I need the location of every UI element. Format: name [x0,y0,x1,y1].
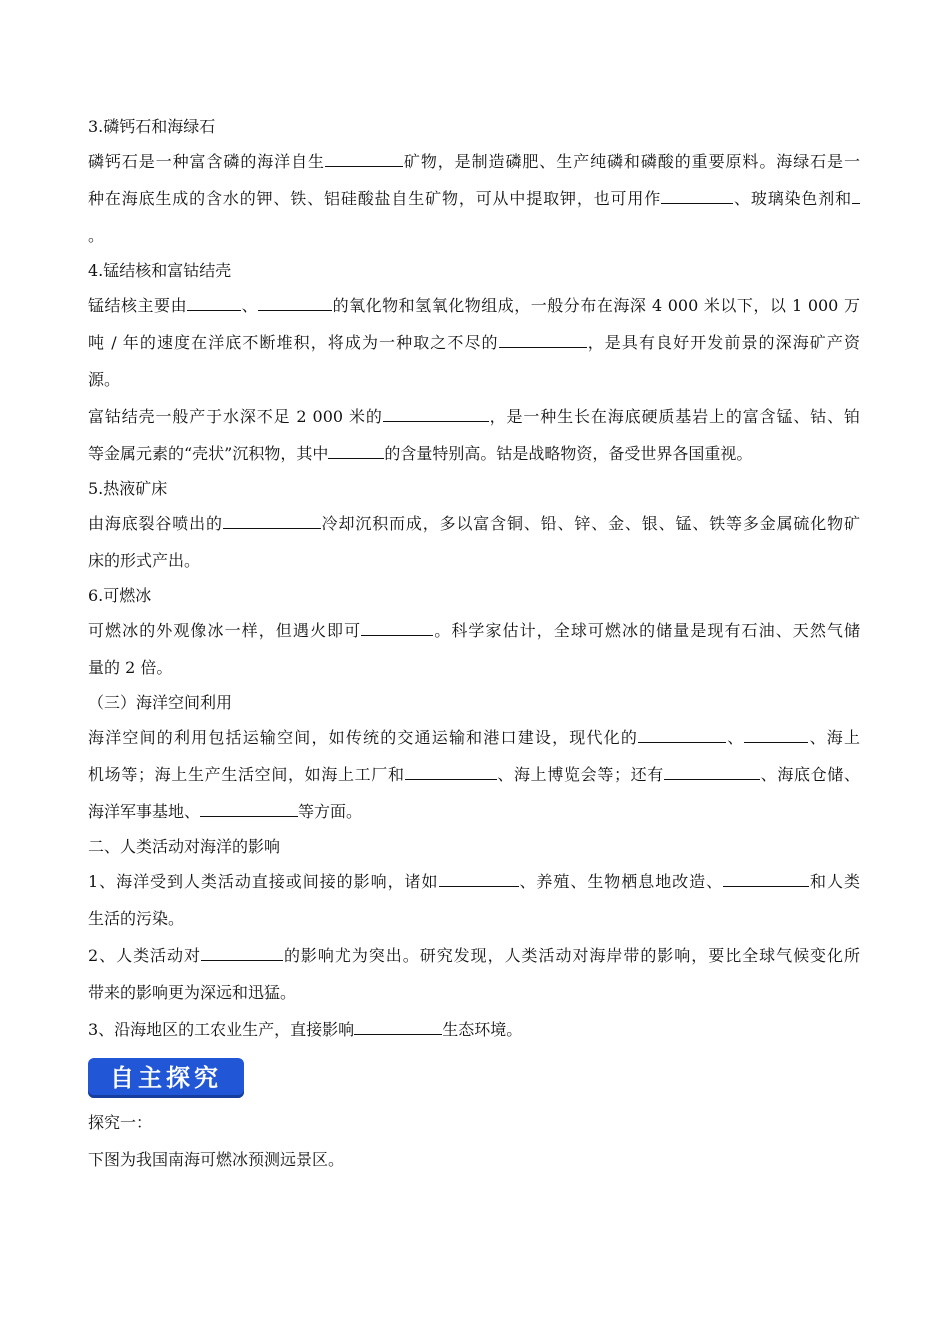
fill-blank[interactable] [439,872,519,887]
ocean-space-title: （三）海洋空间利用 [88,693,233,712]
section-5-title: 5.热液矿床 [88,479,168,498]
fill-blank[interactable] [258,296,332,311]
fill-blank[interactable] [223,514,321,529]
fill-blank[interactable] [361,621,433,636]
fill-blank[interactable] [661,189,733,204]
text-line: 种在海底生成的含水的钾、铁、铝硅酸盐自生矿物，可从中提取钾，也可用作 、玻璃染色剂和 [88,180,860,217]
text-line: 3、沿海地区的工农业生产，直接影响 生态环境。 [88,1020,523,1039]
text-line: 。 [88,226,105,245]
explore-title: 探究一： [88,1113,153,1132]
text-line: 吨 / 年的速度在洋底不断堆积，将成为一种取之不尽的 ，是具有良好开发前景的深海矿产资 [88,333,860,352]
text-line: 生活的污染。 [88,909,185,928]
document-page [88,110,860,1178]
fill-blank[interactable] [325,152,403,167]
self-study-badge: 自主探究 [88,1058,244,1098]
text-line: 1、海洋受到人类活动直接或间接的影响，诸如 、养殖、生物栖息地改造、 和人类 [88,872,860,891]
explore-description: 下图为我国南海可燃冰预测远景区。 [88,1150,345,1169]
fill-blank[interactable] [723,872,809,887]
fill-blank[interactable] [852,189,860,204]
text-line: 床的形式产出。 [88,551,201,570]
fill-blank[interactable] [405,765,497,780]
fill-blank[interactable] [200,802,298,817]
fill-blank[interactable] [383,407,489,422]
text-line: 2、人类活动对 的影响尤为突出。研究发现，人类活动对海岸带的影响，要比全球气候变化所 [88,946,860,965]
section-3-title: 3.磷钙石和海绿石 [88,117,216,136]
text-line: 由海底裂谷喷出的 冷却沉积而成，多以富含铜、铅、锌、金、银、锰、铁等多金属硫化物矿 [88,514,860,533]
text-line: 等金属元素的“壳状”沉积物，其中 的含量特别高。钴是战略物资，备受世界各国重视。 [88,444,753,463]
fill-blank[interactable] [328,444,384,459]
text-line: 海洋空间的利用包括运输空间，如传统的交通运输和港口建设，现代化的 、 、海上 [88,728,860,747]
fill-blank[interactable] [354,1020,442,1035]
text-line: 富钴结壳一般产于水深不足 2 000 米的 ，是一种生长在海底硬质基岩上的富含锰、钴、铂 [88,407,860,426]
fill-blank[interactable] [187,296,241,311]
text-line: 磷钙石是一种富含磷的海洋自生 矿物，是制造磷肥、生产纯磷和磷酸的重要原料。海绿石是一 [88,152,860,171]
text-line: 机场等；海上生产生活空间，如海上工厂和 、海上博览会等；还有 、海底仓储、 [88,765,860,784]
fill-blank[interactable] [744,728,808,743]
fill-blank[interactable] [664,765,760,780]
fill-blank[interactable] [201,946,283,961]
text-line: 量的 2 倍。 [88,658,173,677]
fill-blank[interactable] [638,728,726,743]
text-line: 锰结核主要由 、 的氧化物和氢氧化物组成，一般分布在海深 4 000 米以下，以 1 000 万 [88,296,860,315]
section-4-title: 4.锰结核和富钴结壳 [88,261,232,280]
text-line: 可燃冰的外观像冰一样，但遇火即可 。科学家估计，全球可燃冰的储量是现有石油、天然气储 [88,621,860,640]
text-line: 带来的影响更为深远和迅猛。 [88,983,297,1002]
human-impact-title: 二、人类活动对海洋的影响 [88,837,281,856]
fill-blank[interactable] [499,333,587,348]
text-line: 海洋军事基地、 等方面。 [88,802,363,821]
text-line: 源。 [88,370,121,389]
section-6-title: 6.可燃冰 [88,586,152,605]
